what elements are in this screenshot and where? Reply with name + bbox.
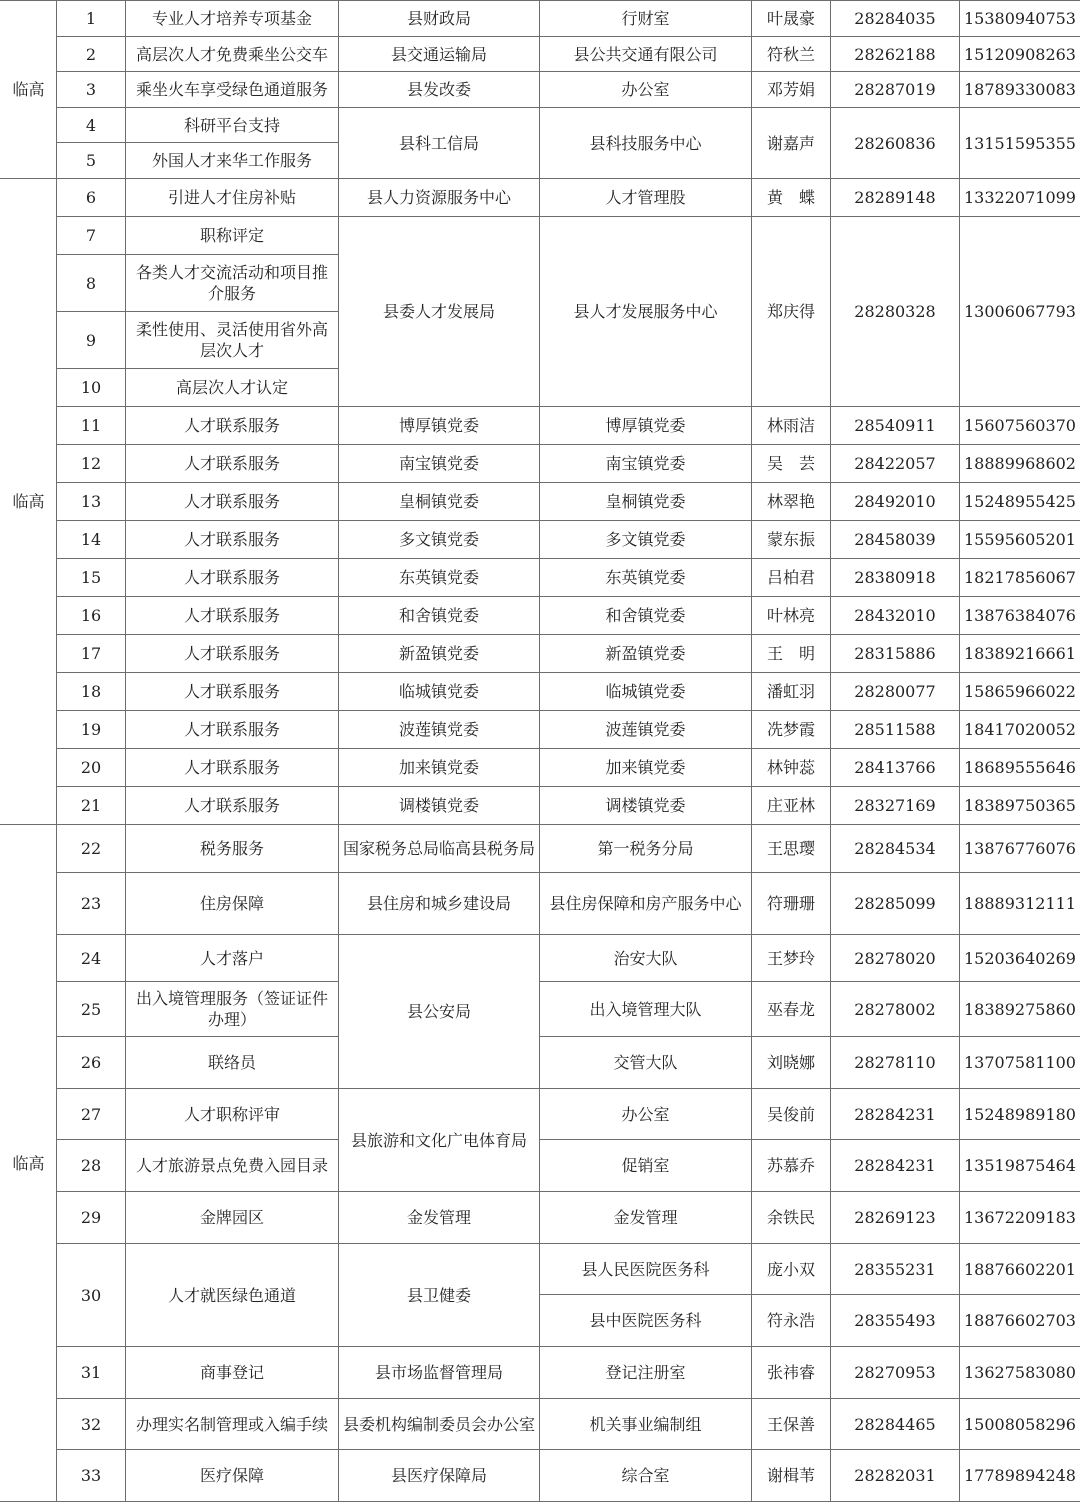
responsible-unit: 县住房保障和房产服务中心 (540, 873, 752, 935)
service-item: 金牌园区 (126, 1192, 339, 1244)
table-row (1, 72, 1080, 108)
table-row (1, 1037, 1080, 1089)
contact-person: 谢楫苇 (752, 1450, 831, 1502)
contact-person: 蒙东振 (752, 521, 831, 559)
office-phone: 28262188 (831, 37, 960, 72)
mobile-phone: 18876602703 (960, 1295, 1080, 1347)
service-item: 出入境管理服务（签证证件办理） (126, 982, 339, 1037)
responsible-unit: 出入境管理大队 (540, 982, 752, 1037)
responsible-agency: 国家税务总局临高县税务局 (339, 825, 540, 873)
row-number: 23 (57, 873, 126, 935)
row-number: 28 (57, 1140, 126, 1192)
service-item: 外国人才来华工作服务 (126, 143, 339, 179)
service-item: 乘坐火车享受绿色通道服务 (126, 72, 339, 108)
service-item: 柔性使用、灵活使用省外高层次人才 (126, 312, 339, 369)
service-item: 人才落户 (126, 935, 339, 982)
mobile-phone: 13876384076 (960, 597, 1080, 635)
office-phone: 28511588 (831, 711, 960, 749)
office-phone: 28269123 (831, 1192, 960, 1244)
table-row (1, 935, 1080, 982)
responsible-unit: 综合室 (540, 1450, 752, 1502)
contact-person: 张祎睿 (752, 1347, 831, 1399)
table-row (1, 1089, 1080, 1140)
service-item: 医疗保障 (126, 1450, 339, 1502)
responsible-unit: 加来镇党委 (540, 749, 752, 787)
table-row (1, 217, 1080, 255)
row-number: 18 (57, 673, 126, 711)
service-item: 高层次人才免费乘坐公交车 (126, 37, 339, 72)
contact-person: 符秋兰 (752, 37, 831, 72)
mobile-phone: 15595605201 (960, 521, 1080, 559)
contact-person: 符永浩 (752, 1295, 831, 1347)
contact-person: 庞小双 (752, 1244, 831, 1295)
responsible-unit: 人才管理股 (540, 179, 752, 217)
mobile-phone: 18789330083 (960, 72, 1080, 108)
responsible-agency: 县卫健委 (339, 1244, 540, 1347)
mobile-phone: 13707581100 (960, 1037, 1080, 1089)
responsible-unit: 县公共交通有限公司 (540, 37, 752, 72)
office-phone: 28289148 (831, 179, 960, 217)
row-number: 3 (57, 72, 126, 108)
contact-person: 吴俊前 (752, 1089, 831, 1140)
responsible-agency: 县科工信局 (339, 108, 540, 179)
responsible-unit: 波莲镇党委 (540, 711, 752, 749)
responsible-unit: 县中医院医务科 (540, 1295, 752, 1347)
mobile-phone: 13627583080 (960, 1347, 1080, 1399)
row-number: 24 (57, 935, 126, 982)
service-item: 人才联系服务 (126, 483, 339, 521)
responsible-agency: 皇桐镇党委 (339, 483, 540, 521)
office-phone: 28284465 (831, 1399, 960, 1450)
row-number: 19 (57, 711, 126, 749)
service-item: 人才联系服务 (126, 559, 339, 597)
responsible-agency: 南宝镇党委 (339, 445, 540, 483)
service-item: 人才联系服务 (126, 521, 339, 559)
responsible-unit: 登记注册室 (540, 1347, 752, 1399)
mobile-phone: 18876602201 (960, 1244, 1080, 1295)
contact-person: 王 明 (752, 635, 831, 673)
table-row (1, 179, 1080, 217)
row-number: 12 (57, 445, 126, 483)
responsible-agency: 县委人才发展局 (339, 217, 540, 407)
service-item: 联络员 (126, 1037, 339, 1089)
service-item: 税务服务 (126, 825, 339, 873)
contact-person: 叶林亮 (752, 597, 831, 635)
service-item: 办理实名制管理或入编手续 (126, 1399, 339, 1450)
table-row (1, 483, 1080, 521)
mobile-phone: 15120908263 (960, 37, 1080, 72)
office-phone: 28422057 (831, 445, 960, 483)
office-phone: 28270953 (831, 1347, 960, 1399)
contact-person: 吴 芸 (752, 445, 831, 483)
contact-person: 潘虹羽 (752, 673, 831, 711)
contact-person: 邓芳娟 (752, 72, 831, 108)
row-number: 22 (57, 825, 126, 873)
table-row (1, 1140, 1080, 1192)
office-phone: 28432010 (831, 597, 960, 635)
office-phone: 28355493 (831, 1295, 960, 1347)
responsible-agency: 县交通运输局 (339, 37, 540, 72)
responsible-agency: 县医疗保障局 (339, 1450, 540, 1502)
service-item: 人才联系服务 (126, 711, 339, 749)
row-number: 13 (57, 483, 126, 521)
mobile-phone: 15380940753 (960, 1, 1080, 37)
responsible-agency: 波莲镇党委 (339, 711, 540, 749)
table-row (1, 1244, 1080, 1295)
responsible-unit: 第一税务分局 (540, 825, 752, 873)
office-phone: 28284231 (831, 1089, 960, 1140)
mobile-phone: 13672209183 (960, 1192, 1080, 1244)
row-number: 11 (57, 407, 126, 445)
service-item: 引进人才住房补贴 (126, 179, 339, 217)
office-phone: 28280077 (831, 673, 960, 711)
mobile-phone: 18217856067 (960, 559, 1080, 597)
office-phone: 28284231 (831, 1140, 960, 1192)
service-item: 人才联系服务 (126, 597, 339, 635)
office-phone: 28315886 (831, 635, 960, 673)
contact-person: 黄 蝶 (752, 179, 831, 217)
row-number: 5 (57, 143, 126, 179)
row-number: 10 (57, 369, 126, 407)
responsible-agency: 博厚镇党委 (339, 407, 540, 445)
table-row (1, 673, 1080, 711)
responsible-unit: 促销室 (540, 1140, 752, 1192)
mobile-phone: 15008058296 (960, 1399, 1080, 1450)
table-row (1, 1192, 1080, 1244)
service-item: 人才联系服务 (126, 787, 339, 825)
responsible-agency: 县人力资源服务中心 (339, 179, 540, 217)
office-phone: 28278020 (831, 935, 960, 982)
responsible-agency: 金发管理 (339, 1192, 540, 1244)
table-row (1, 445, 1080, 483)
responsible-agency: 县公安局 (339, 935, 540, 1089)
table-row (1, 711, 1080, 749)
responsible-agency: 县市场监督管理局 (339, 1347, 540, 1399)
responsible-unit: 南宝镇党委 (540, 445, 752, 483)
contact-person: 符珊珊 (752, 873, 831, 935)
row-number: 8 (57, 255, 126, 312)
mobile-phone: 18389275860 (960, 982, 1080, 1037)
table-row (1, 1347, 1080, 1399)
responsible-agency: 县委机构编制委员会办公室 (339, 1399, 540, 1450)
office-phone: 28278002 (831, 982, 960, 1037)
contact-person: 林雨洁 (752, 407, 831, 445)
responsible-unit: 和舍镇党委 (540, 597, 752, 635)
mobile-phone: 18689555646 (960, 749, 1080, 787)
responsible-unit: 皇桐镇党委 (540, 483, 752, 521)
responsible-unit: 县人民医院医务科 (540, 1244, 752, 1295)
responsible-unit: 新盈镇党委 (540, 635, 752, 673)
responsible-agency: 县财政局 (339, 1, 540, 37)
office-phone: 28284534 (831, 825, 960, 873)
contact-person: 林翠艳 (752, 483, 831, 521)
office-phone: 28413766 (831, 749, 960, 787)
responsible-unit: 县人才发展服务中心 (540, 217, 752, 407)
office-phone: 28355231 (831, 1244, 960, 1295)
mobile-phone: 13151595355 (960, 108, 1080, 179)
responsible-unit: 机关事业编制组 (540, 1399, 752, 1450)
mobile-phone: 13519875464 (960, 1140, 1080, 1192)
service-item: 人才联系服务 (126, 407, 339, 445)
service-item: 各类人才交流活动和项目推介服务 (126, 255, 339, 312)
responsible-unit: 县科技服务中心 (540, 108, 752, 179)
mobile-phone: 15865966022 (960, 673, 1080, 711)
row-number: 9 (57, 312, 126, 369)
service-item: 商事登记 (126, 1347, 339, 1399)
table-row (1, 597, 1080, 635)
row-number: 6 (57, 179, 126, 217)
contact-person: 庄亚林 (752, 787, 831, 825)
table-row (1, 559, 1080, 597)
region-cell: 临高 (1, 1, 57, 179)
mobile-phone: 18889312111 (960, 873, 1080, 935)
office-phone: 28380918 (831, 559, 960, 597)
row-number: 17 (57, 635, 126, 673)
row-number: 2 (57, 37, 126, 72)
service-item: 人才联系服务 (126, 673, 339, 711)
table-row (1, 825, 1080, 873)
contact-person: 叶晟豪 (752, 1, 831, 37)
office-phone: 28458039 (831, 521, 960, 559)
contact-person: 刘晓娜 (752, 1037, 831, 1089)
responsible-unit: 金发管理 (540, 1192, 752, 1244)
mobile-phone: 13322071099 (960, 179, 1080, 217)
mobile-phone: 15607560370 (960, 407, 1080, 445)
service-item: 科研平台支持 (126, 108, 339, 143)
row-number: 7 (57, 217, 126, 255)
responsible-unit: 多文镇党委 (540, 521, 752, 559)
responsible-unit: 办公室 (540, 72, 752, 108)
responsible-agency: 多文镇党委 (339, 521, 540, 559)
responsible-agency: 东英镇党委 (339, 559, 540, 597)
responsible-unit: 行财室 (540, 1, 752, 37)
contact-person: 郑庆得 (752, 217, 831, 407)
row-number: 21 (57, 787, 126, 825)
responsible-unit: 东英镇党委 (540, 559, 752, 597)
service-item: 专业人才培养专项基金 (126, 1, 339, 37)
table-row (1, 1, 1080, 37)
contact-person: 苏慕乔 (752, 1140, 831, 1192)
office-phone: 28327169 (831, 787, 960, 825)
contact-person: 巫春龙 (752, 982, 831, 1037)
mobile-phone: 18889968602 (960, 445, 1080, 483)
mobile-phone: 13006067793 (960, 217, 1080, 407)
responsible-unit: 博厚镇党委 (540, 407, 752, 445)
table-row (1, 787, 1080, 825)
responsible-agency: 临城镇党委 (339, 673, 540, 711)
table-row (1, 37, 1080, 72)
mobile-phone: 18417020052 (960, 711, 1080, 749)
row-number: 25 (57, 982, 126, 1037)
table-row (1, 635, 1080, 673)
table-row (1, 749, 1080, 787)
office-phone: 28492010 (831, 483, 960, 521)
office-phone: 28285099 (831, 873, 960, 935)
row-number: 33 (57, 1450, 126, 1502)
row-number: 30 (57, 1244, 126, 1347)
region-cell: 临高 (1, 179, 57, 825)
mobile-phone: 18389216661 (960, 635, 1080, 673)
responsible-agency: 县旅游和文化广电体育局 (339, 1089, 540, 1192)
row-number: 32 (57, 1399, 126, 1450)
responsible-unit: 治安大队 (540, 935, 752, 982)
responsible-agency: 县住房和城乡建设局 (339, 873, 540, 935)
table-row (1, 108, 1080, 143)
row-number: 15 (57, 559, 126, 597)
contact-person: 王保善 (752, 1399, 831, 1450)
service-item: 人才联系服务 (126, 445, 339, 483)
responsible-unit: 调楼镇党委 (540, 787, 752, 825)
service-item: 人才就医绿色通道 (126, 1244, 339, 1347)
row-number: 26 (57, 1037, 126, 1089)
row-number: 16 (57, 597, 126, 635)
contact-person: 余铁民 (752, 1192, 831, 1244)
mobile-phone: 15248955425 (960, 483, 1080, 521)
service-item: 人才联系服务 (126, 749, 339, 787)
contact-person: 谢嘉声 (752, 108, 831, 179)
office-phone: 28287019 (831, 72, 960, 108)
row-number: 27 (57, 1089, 126, 1140)
service-item: 人才旅游景点免费入园目录 (126, 1140, 339, 1192)
mobile-phone: 15203640269 (960, 935, 1080, 982)
mobile-phone: 17789894248 (960, 1450, 1080, 1502)
row-number: 1 (57, 1, 126, 37)
region-cell: 临高 (1, 825, 57, 1502)
contact-person: 王梦玲 (752, 935, 831, 982)
responsible-agency: 新盈镇党委 (339, 635, 540, 673)
contact-person: 吕柏君 (752, 559, 831, 597)
mobile-phone: 15248989180 (960, 1089, 1080, 1140)
service-item: 职称评定 (126, 217, 339, 255)
table-row (1, 1399, 1080, 1450)
office-phone: 28280328 (831, 217, 960, 407)
table-row (1, 982, 1080, 1037)
row-number: 20 (57, 749, 126, 787)
contact-person: 林钟蕊 (752, 749, 831, 787)
responsible-agency: 加来镇党委 (339, 749, 540, 787)
mobile-phone: 13876776076 (960, 825, 1080, 873)
table-row (1, 1450, 1080, 1502)
contact-person: 王思璎 (752, 825, 831, 873)
table-row (1, 873, 1080, 935)
office-phone: 28284035 (831, 1, 960, 37)
service-item: 住房保障 (126, 873, 339, 935)
responsible-agency: 和舍镇党委 (339, 597, 540, 635)
service-item: 高层次人才认定 (126, 369, 339, 407)
office-phone: 28540911 (831, 407, 960, 445)
office-phone: 28278110 (831, 1037, 960, 1089)
responsible-agency: 县发改委 (339, 72, 540, 108)
row-number: 29 (57, 1192, 126, 1244)
contact-person: 冼梦霞 (752, 711, 831, 749)
responsible-unit: 交管大队 (540, 1037, 752, 1089)
table-row (1, 407, 1080, 445)
mobile-phone: 18389750365 (960, 787, 1080, 825)
office-phone: 28260836 (831, 108, 960, 179)
responsible-unit: 办公室 (540, 1089, 752, 1140)
responsible-agency: 调楼镇党委 (339, 787, 540, 825)
row-number: 14 (57, 521, 126, 559)
service-item: 人才职称评审 (126, 1089, 339, 1140)
row-number: 4 (57, 108, 126, 143)
responsible-unit: 临城镇党委 (540, 673, 752, 711)
service-item: 人才联系服务 (126, 635, 339, 673)
row-number: 31 (57, 1347, 126, 1399)
office-phone: 28282031 (831, 1450, 960, 1502)
table-row (1, 521, 1080, 559)
